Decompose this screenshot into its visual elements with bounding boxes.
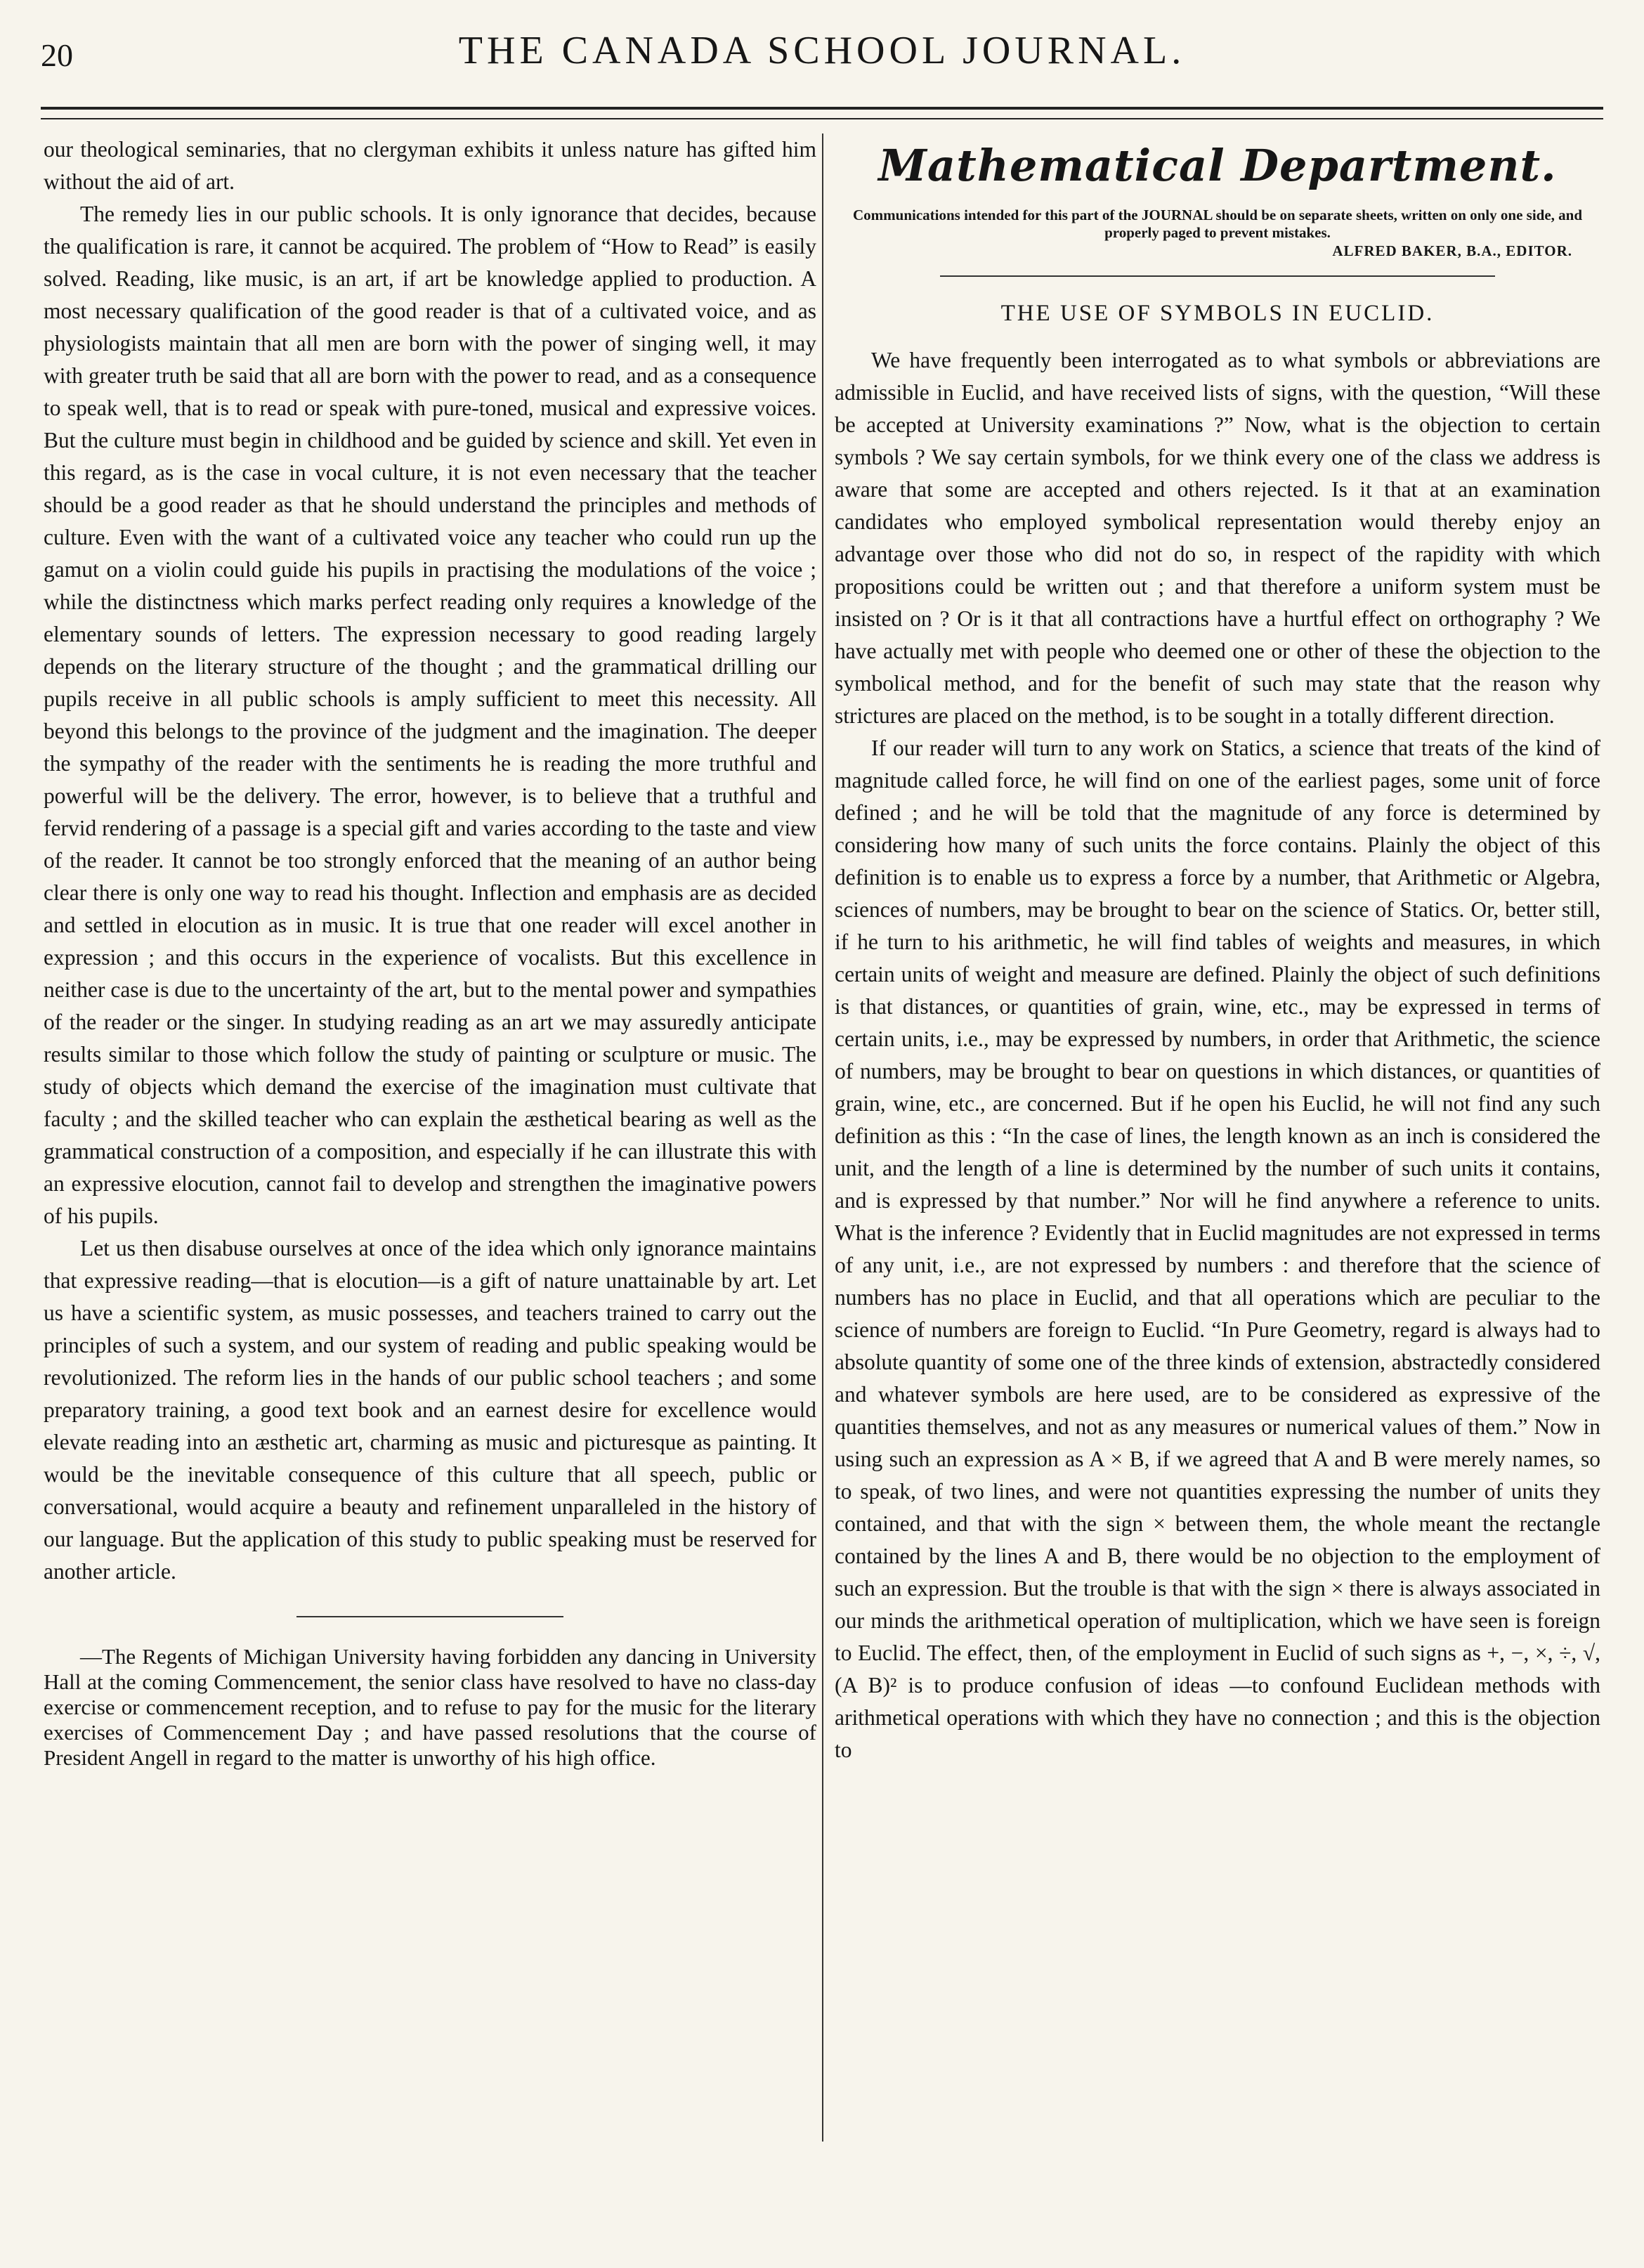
section-divider <box>296 1616 563 1617</box>
right-column <box>835 133 1600 2177</box>
left-paragraph: Let us then disabuse ourselves at once of the idea which only ignorance maintains that expressive reading—that is elocution—is a gift of nature unattainable by art. Let us have a scientific system, as music possesses, and teachers trained to carry out the principles of such a system, and our system of reading and public speaking would be revolutionized. The reform lies in the hands of our public school teachers ; and some preparatory training, a good text book and an earnest desire for excellence would elevate reading into an æsthetic art, charming as music and picturesque as painting. It would be the inevitable consequence of this culture that all speech, public or conversational, would acquire a beauty and refinement unparalleled in the history of our language. But the application of this study to public speaking must be reserved for another article. <box>44 1236 816 1584</box>
right-paragraph: If our reader will turn to any work on Statics, a science that treats of the kind of magnitude called force, he will find on one of the earliest pages, some unit of force defined ; and he will be told that the magnitude of any force is determined by considering how many of such units the force contains. Plainly the object of this definition is to enable us to express a force by a number, that Arithmetic or Algebra, sciences of numbers, may be brought to bear on the science of Statics. Or, better still, if he turn to his arithmetic, he will find tables of weights and measures, in which certain units of weight and measure are defined. Plainly the object of such definitions is that distances, or quantities of grain, wine, etc., may be expressed in terms of certain units, i.e., may be expressed by numbers, in order that Arithmetic, the science of numbers, may be brought to bear on questions in which distances, or quantities of grain, wine, etc., are concerned. But if he open his Euclid, he will not find any such definition as this : “In the case of lines, the length known as an inch is considered the unit, and the length of a line is determined by the number of such units it contains, and is expressed by that number.” Nor will he find anywhere a reference to units. What is the inference ? Evidently that in Euclid magnitudes are not expressed in terms of any unit, i.e., are not expressed by numbers : and therefore that the science of numbers has no place in Euclid, and that all operations which are peculiar to the science of numbers are foreign to Euclid. “In Pure Geometry, regard is always had to absolute quantity of some one of the three kinds of extension, abstractedly considered and whatever symbols are here used, are to be considered as expressive of the quantities themselves, and not as any measures or numerical values of them.” Now in using such an expression as A × B, if we agreed that A and B were merely names, so to speak, of two lines, and were not quantities expressing the number of units they contained, and that with the sign × between them, the whole meant the rectangle contained by the lines A and B, there would be no objection to the employment of such an expression. But the trouble is that with the sign × there is always associated in our minds the arithmetical operation of multiplication, which we have seen is foreign to Euclid. The effect, then, of the employment in Euclid of such signs as +, −, ×, ÷, √, (A B)² is to produce confusion of ideas —to confound Euclidean methods with arithmetical operations with which they have no connection ; and this is the objection to <box>835 736 1600 1762</box>
right-paragraph: We have frequently been interrogated as to what symbols or abbreviations are admissible in Euclid, and have received lists of signs, with the question, “Will these be accepted at University examinations ?” Now, what is the objection to certain symbols ? We say certain symbols, for we think every one of the class we address is aware that some are accepted and others rejected. Is it that at an examination candidates who employed symbolical representation would thereby enjoy an advantage over those who did not do so, in respect of the rapidity with which propositions could be written out ; and that therefore a uniform system must be insisted on ? Or is it that all contractions have a hurtful effect on orthography ? We have actually met with people who deemed one or other of these the objection to the symbolical method, and for the benefit of such may state that the reason why strictures are placed on the method, is to be sought in a totally different direction. <box>835 348 1600 728</box>
left-paragraph: The remedy lies in our public schools. It is only ignorance that decides, because the qualification is rare, it cannot be acquired. The problem of “How to Read” is easily solved. Reading, like music, is an art, if art be knowledge applied to production. A most necessary qualification of the good reader is that of a cultivated voice, and as physiologists maintain that all men are born with the power of singing well, it may with greater truth be said that all are born with the power to read, and as a consequence to speak well, that is to read or speak with pure-toned, musical and expressive voices. But the culture must begin in childhood and be guided by science and skill. Yet even in this regard, as is the case in vocal culture, it is not even necessary that the teacher should be a good reader as that he should understand the principles and methods of culture. Even with the want of a cultivated voice any teacher who could run up the gamut on a violin could guide his pupils in practising the modulations of the voice ; while the distinctness which marks perfect reading only requires a knowledge of the elementary sounds of letters. The expression necessary to good reading largely depends on the literary structure of the thought ; and the grammatical drilling our pupils receive in all public schools is amply sufficient to meet this necessity. All beyond this belongs to the province of the judgment and the imagination. The deeper the sympathy of the reader with the sentiments he is reading the more truthful and powerful will be the delivery. The error, however, is to believe that a truthful and fervid rendering of a passage is a special gift and varies according to the taste and view of the reader. It cannot be too strongly enforced that the meaning of an author being clear there is only one way to read his thought. Inflection and emphasis are as decided and settled in elocution as in music. It is true that one reader will excel another in expression ; and this occurs in the experience of vocalists. But this excellence in neither case is due to the uncertainty of the art, but to the mental power and sympathies of the reader or the singer. In studying reading as an art we may assuredly anticipate results similar to those which follow the study of painting or sculpture or music. The study of objects which demand the exercise of the imagination must cultivate that faculty ; and the skilled teacher who can explain the æsthetical bearing as well as the grammatical construction of a composition, and especially if he can illustrate this with an expressive elocution, cannot fail to develop and strengthen the imaginative powers of his pupils. <box>44 202 816 1228</box>
left-column <box>44 133 816 2177</box>
column-divider <box>822 133 823 2142</box>
header-rule <box>41 107 1603 110</box>
page-number: 20 <box>41 37 73 73</box>
running-head: THE CANADA SCHOOL JOURNAL. <box>458 29 1186 72</box>
department-rule <box>940 275 1495 277</box>
department-title: Mathematical Department. <box>878 140 1557 191</box>
department-editor: ALFRED BAKER, B.A., EDITOR. <box>1332 242 1572 259</box>
news-item: —The Regents of Michigan University having forbidden any dancing in University Hall at the coming Commencement, the senior class have resolved to have no class-day exercise or commencement reception, and to refuse to pay for the music for the literary exercises of Commencement Day ; and have passed resolutions that the course of President Angell in regard to the matter is unworthy of his high office. <box>44 1644 816 1770</box>
article-title: THE USE OF SYMBOLS IN EUCLID. <box>1000 301 1435 326</box>
header-rule-thin <box>41 118 1603 119</box>
left-paragraph: our theological seminaries, that no clergyman exhibits it unless nature has gifted him without the aid of art. <box>44 137 816 194</box>
department-notice: Communications intended for this part of the JOURNAL should be on separate sheets, written on only one side, and properly paged to prevent mistakes. <box>852 207 1583 241</box>
